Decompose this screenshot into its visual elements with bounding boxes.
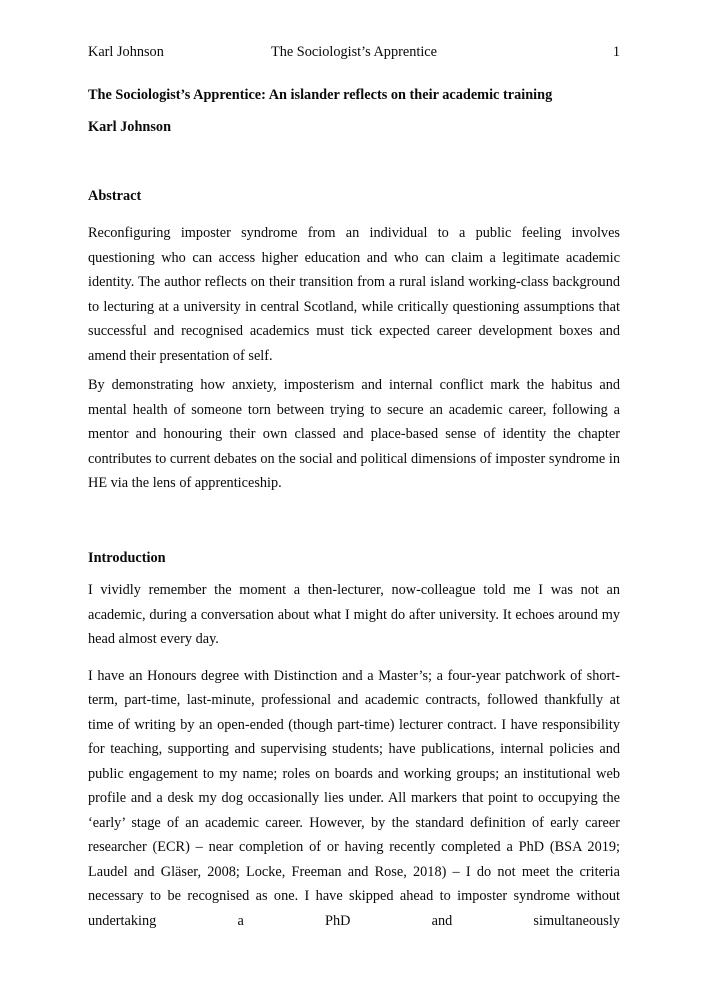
author-byline: Karl Johnson xyxy=(88,119,172,135)
abstract-paragraph-1: Reconfiguring imposter syndrome from an individual to a public feeling involves questioning who can access higher education and who can claim a legitimate academic identity. The author reflects on their transition from a rural island working-class background to lecturing at a university in central Scotland, while critically questioning assumptions that successful and recognised academics must tick expected career development boxes and amend their presentation of self. xyxy=(88,225,620,364)
page-number: 1 xyxy=(612,44,620,60)
introduction-heading: Introduction xyxy=(88,549,166,566)
introduction-paragraph-1: I vividly remember the moment a then-lecturer, now-colleague told me I was not an academic, during a conversation about what I might do after university. It echoes around my head almost every day. xyxy=(88,582,620,647)
document-title: The Sociologist’s Apprentice: An islander reflects on their academic training xyxy=(88,86,553,103)
running-head-author: Karl Johnson xyxy=(88,44,164,60)
page-header xyxy=(88,40,620,65)
introduction-paragraph-2: I have an Honours degree with Distinction and a Master’s; a four-year patchwork of short-term, part-time, last-minute, professional and academic contracts, followed thankfully at time of writing by an open-ended (though part-time) lecturer contract. I have responsibility for teaching, supporting and supervising students; have publications, internal policies and public engagement to my name; roles on boards and working groups; an institutional web profile and a desk my dog occasionally lies under. All markers that point to occupying the ‘early’ stage of an academic career. However, by the standard definition of early career researcher (ECR) – near completion of or having recently completed a PhD (BSA 2019; Laudel and Gläser, 2008; Locke, Freeman and Rose, 2018) – I do not meet the criteria necessary to be recognised as one. I have skipped ahead to imposter syndrome without undertaking a PhD and simultaneously xyxy=(88,667,620,929)
running-head-title: The Sociologist’s Apprentice xyxy=(271,44,437,60)
abstract-paragraph-2: By demonstrating how anxiety, imposterism and internal conflict mark the habitus and mental health of someone torn between trying to secure an academic career, following a mentor and honouring their own classed and place-based sense of identity the chapter contributes to current debates on the social and political dimensions of imposter syndrome in HE via the lens of apprenticeship. xyxy=(88,377,620,491)
abstract-heading: Abstract xyxy=(88,187,142,204)
